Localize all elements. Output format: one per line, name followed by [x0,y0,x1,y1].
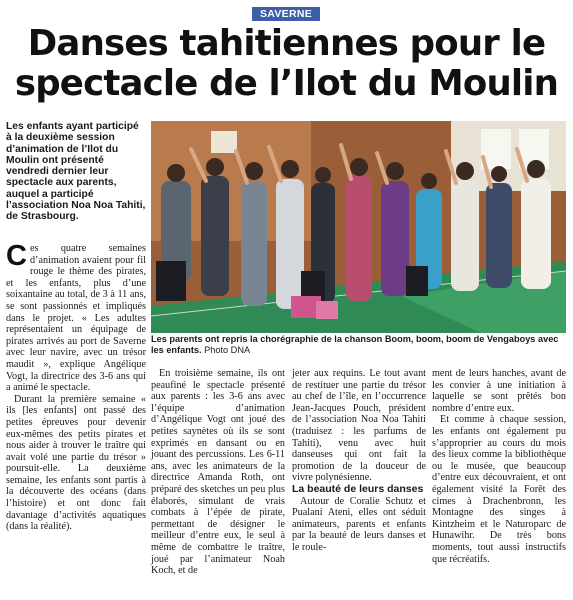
drop-cap: C [6,240,27,272]
article-column-4 [432,368,566,565]
paragraph: Durant la première semaine « ils [les enfants] ont passé des petites épreuves pour devenir eux-mêmes des petits pirates et nous aider à trouver le traître qui avait volé une partie du trésor » poursuit-elle. La deuxième semaine, les enfants sont partis à la découverte des océans (dans l’histoire) et ont donc fait davantage d’activités aquatiques (dans la réalité). [6,393,146,533]
section-kicker: SAVERNE [252,7,320,21]
article-column-2 [151,368,285,577]
article-headline: Danses tahitiennes pour le spectacle de l’Ilot du Moulin [14,23,559,104]
article-column-1 [6,240,146,533]
paragraph: ment de leurs hanches, avant de les convier à une initiation à laquelle se sont prêtés bon nombre d’entre eux. [432,368,566,414]
paragraph: En troisième semaine, ils ont peaufiné le spectacle présenté aux parents : les 3-6 ans avec l’équipe d’animation d’Angélique Vogt ont joué des petites saynètes où ils se sont exprimés en dansant ou en jouant des percussions. Les 6-11 ans, avec les animateurs de la directrice Amanda Roth, ont préparé des sketches un peu plus élaborés, simulant de vrais combats à l’épée de pirate, permettant de désigner le meilleur d’entre eux, le seul à même de combattre le traître, joué par l’animateur Noah Koch, et de [151,368,285,577]
article-column-3 [292,368,426,554]
paragraph: jeter aux requins. Le tout avant de restituer une partie du trésor au chef de l’île, en l’occurrence Jean-Jacques Pouch, président de l’association Noa Noa Tahiti (traduisez : les parfums de Tahiti), venu avec huit danseuses qui ont fait la promotion de la douceur de vivre polynésienne. [292,368,426,484]
paragraph: Et comme à chaque session, les enfants ont également pu s’approprier au cours du mois des lieux comme la bibliothèque ou le musée, que beaucoup d’entre eux découvraient, et ont également visité la Forêt des cimes à Drachenbronn, les Montagne des singes à Kintzheim et le Naturoparc de Hunawihr. De très bons moments, tout aussi instructifs que récréatifs. [432,414,566,565]
paragraph: Ces quatre semaines d’animation avaient pour fil rouge le thème des pirates, et les enfants, plus d’une soixantaine au total, de 3 à 11 ans, se sont passionnés et impliqués dans le projet. « Les adultes représentaient un équipage de pirates arrivés au port de Saverne avec leur navire, avec un trésor maudit », explique Angélique Vogt, la directrice des 3-6 ans qui a animé le spectacle. [6,240,146,394]
photo-caption [151,334,566,356]
subheading: La beauté de leurs danses [292,482,424,495]
photo-credit: Photo DNA [204,344,251,355]
article-lead: Les enfants ayant participé à la deuxième session d’animation de l’Ilot du Moulin ont présenté vendredi dernier leur spectacle aux parents, auquel a participé l’association Noa Noa Tahiti, de Strasbourg. [6,121,146,223]
article-photo [151,121,566,333]
caption-text: Les parents ont repris la chorégraphie de la chanson Boom, boom, boom de Vengaboys avec les enfants. [151,334,559,355]
paragraph: Autour de Coralie Schutz et Pualani Ateni, elles ont séduit animateurs, parents et enfants par la beauté de leurs danses et le roule- [292,495,426,553]
